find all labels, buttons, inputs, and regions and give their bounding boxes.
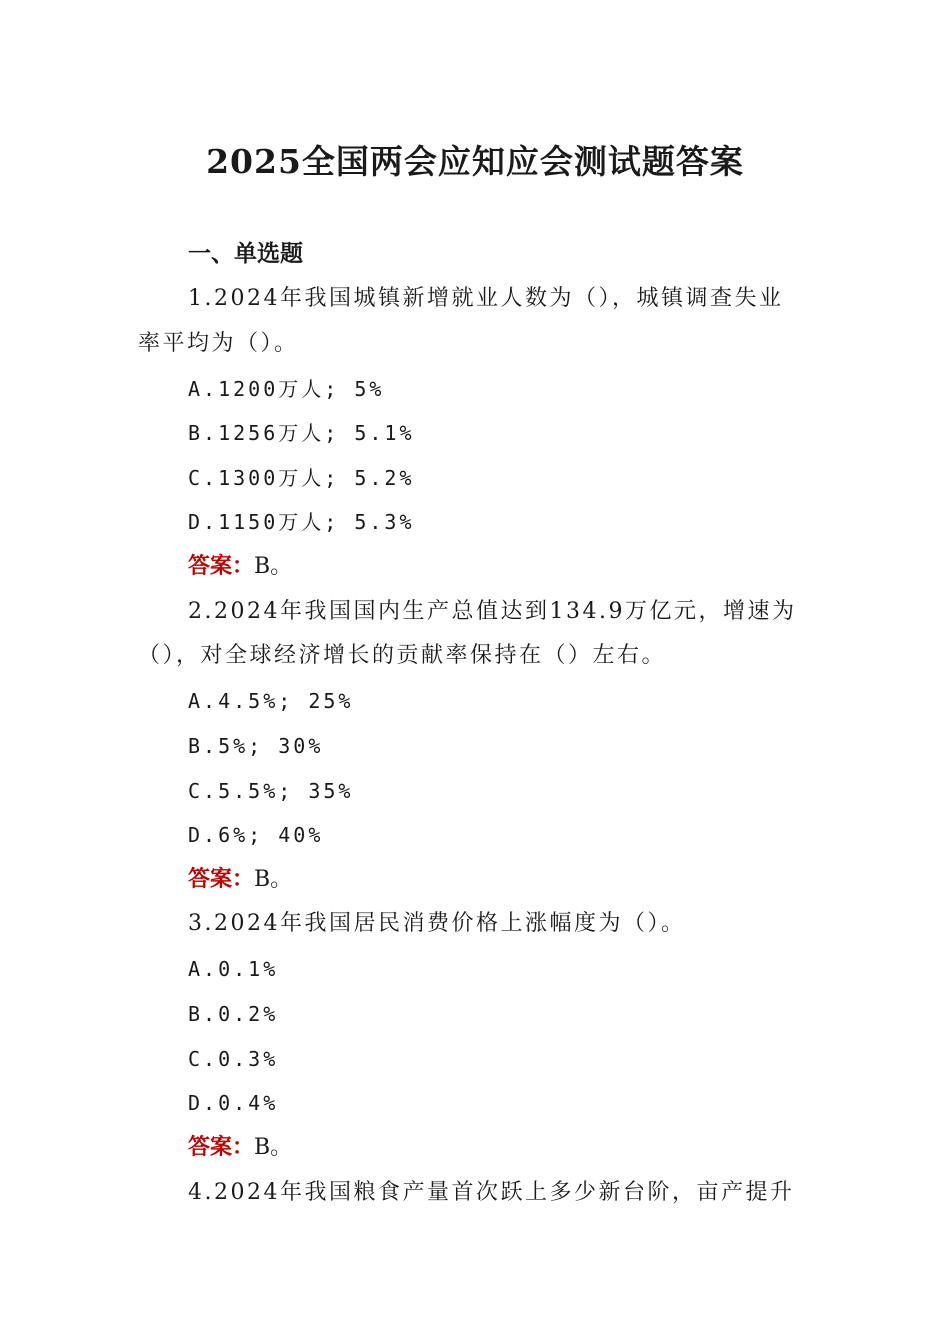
question-3-stem-line-1: 3.2024年我国居民消费价格上涨幅度为（）。 xyxy=(188,911,686,936)
answer-value: B。 xyxy=(254,554,293,579)
answer-value: B。 xyxy=(254,1135,293,1160)
answer-label: 答案： xyxy=(188,867,255,892)
question-3-option-a: A.0.1% xyxy=(188,957,279,981)
question-3-option-b: B.0.2% xyxy=(188,1002,279,1026)
question-2-stem-line-1: 2.2024年我国国内生产总值达到134.9万亿元，增速为 xyxy=(188,599,797,624)
question-2-option-d: D.6%; 40% xyxy=(188,823,324,847)
question-2-option-a: A.4.5%; 25% xyxy=(188,689,354,713)
question-3-answer xyxy=(188,1132,292,1164)
answer-label: 答案： xyxy=(188,554,255,579)
question-1-answer xyxy=(188,551,292,583)
question-4-stem-line-1: 4.2024年我国粮食产量首次跃上多少新台阶，亩产提升 xyxy=(188,1180,795,1205)
answer-value: B。 xyxy=(254,867,293,892)
document-title: 2025全国两会应知应会测试题答案 xyxy=(206,142,744,181)
question-1-stem-line-1: 1.2024年我国城镇新增就业人数为（），城镇调查失业 xyxy=(188,286,784,311)
question-2-option-b: B.5%; 30% xyxy=(188,734,324,758)
question-2-stem-line-2: （），对全球经济增长的贡献率保持在（）左右。 xyxy=(138,643,667,668)
question-1-option-a: A.1200万人; 5% xyxy=(188,377,385,401)
question-1-option-d: D.1150万人; 5.3% xyxy=(188,510,415,534)
question-2-option-c: C.5.5%; 35% xyxy=(188,779,354,803)
question-1-stem-line-2: 率平均为（）。 xyxy=(138,331,299,356)
answer-label: 答案： xyxy=(188,1135,255,1160)
question-2-answer xyxy=(188,864,292,896)
question-3-option-d: D.0.4% xyxy=(188,1091,279,1115)
question-1-option-c: C.1300万人; 5.2% xyxy=(188,466,415,490)
section-heading: 一、单选题 xyxy=(188,241,303,267)
question-1-option-b: B.1256万人; 5.1% xyxy=(188,421,415,445)
question-3-option-c: C.0.3% xyxy=(188,1047,279,1071)
